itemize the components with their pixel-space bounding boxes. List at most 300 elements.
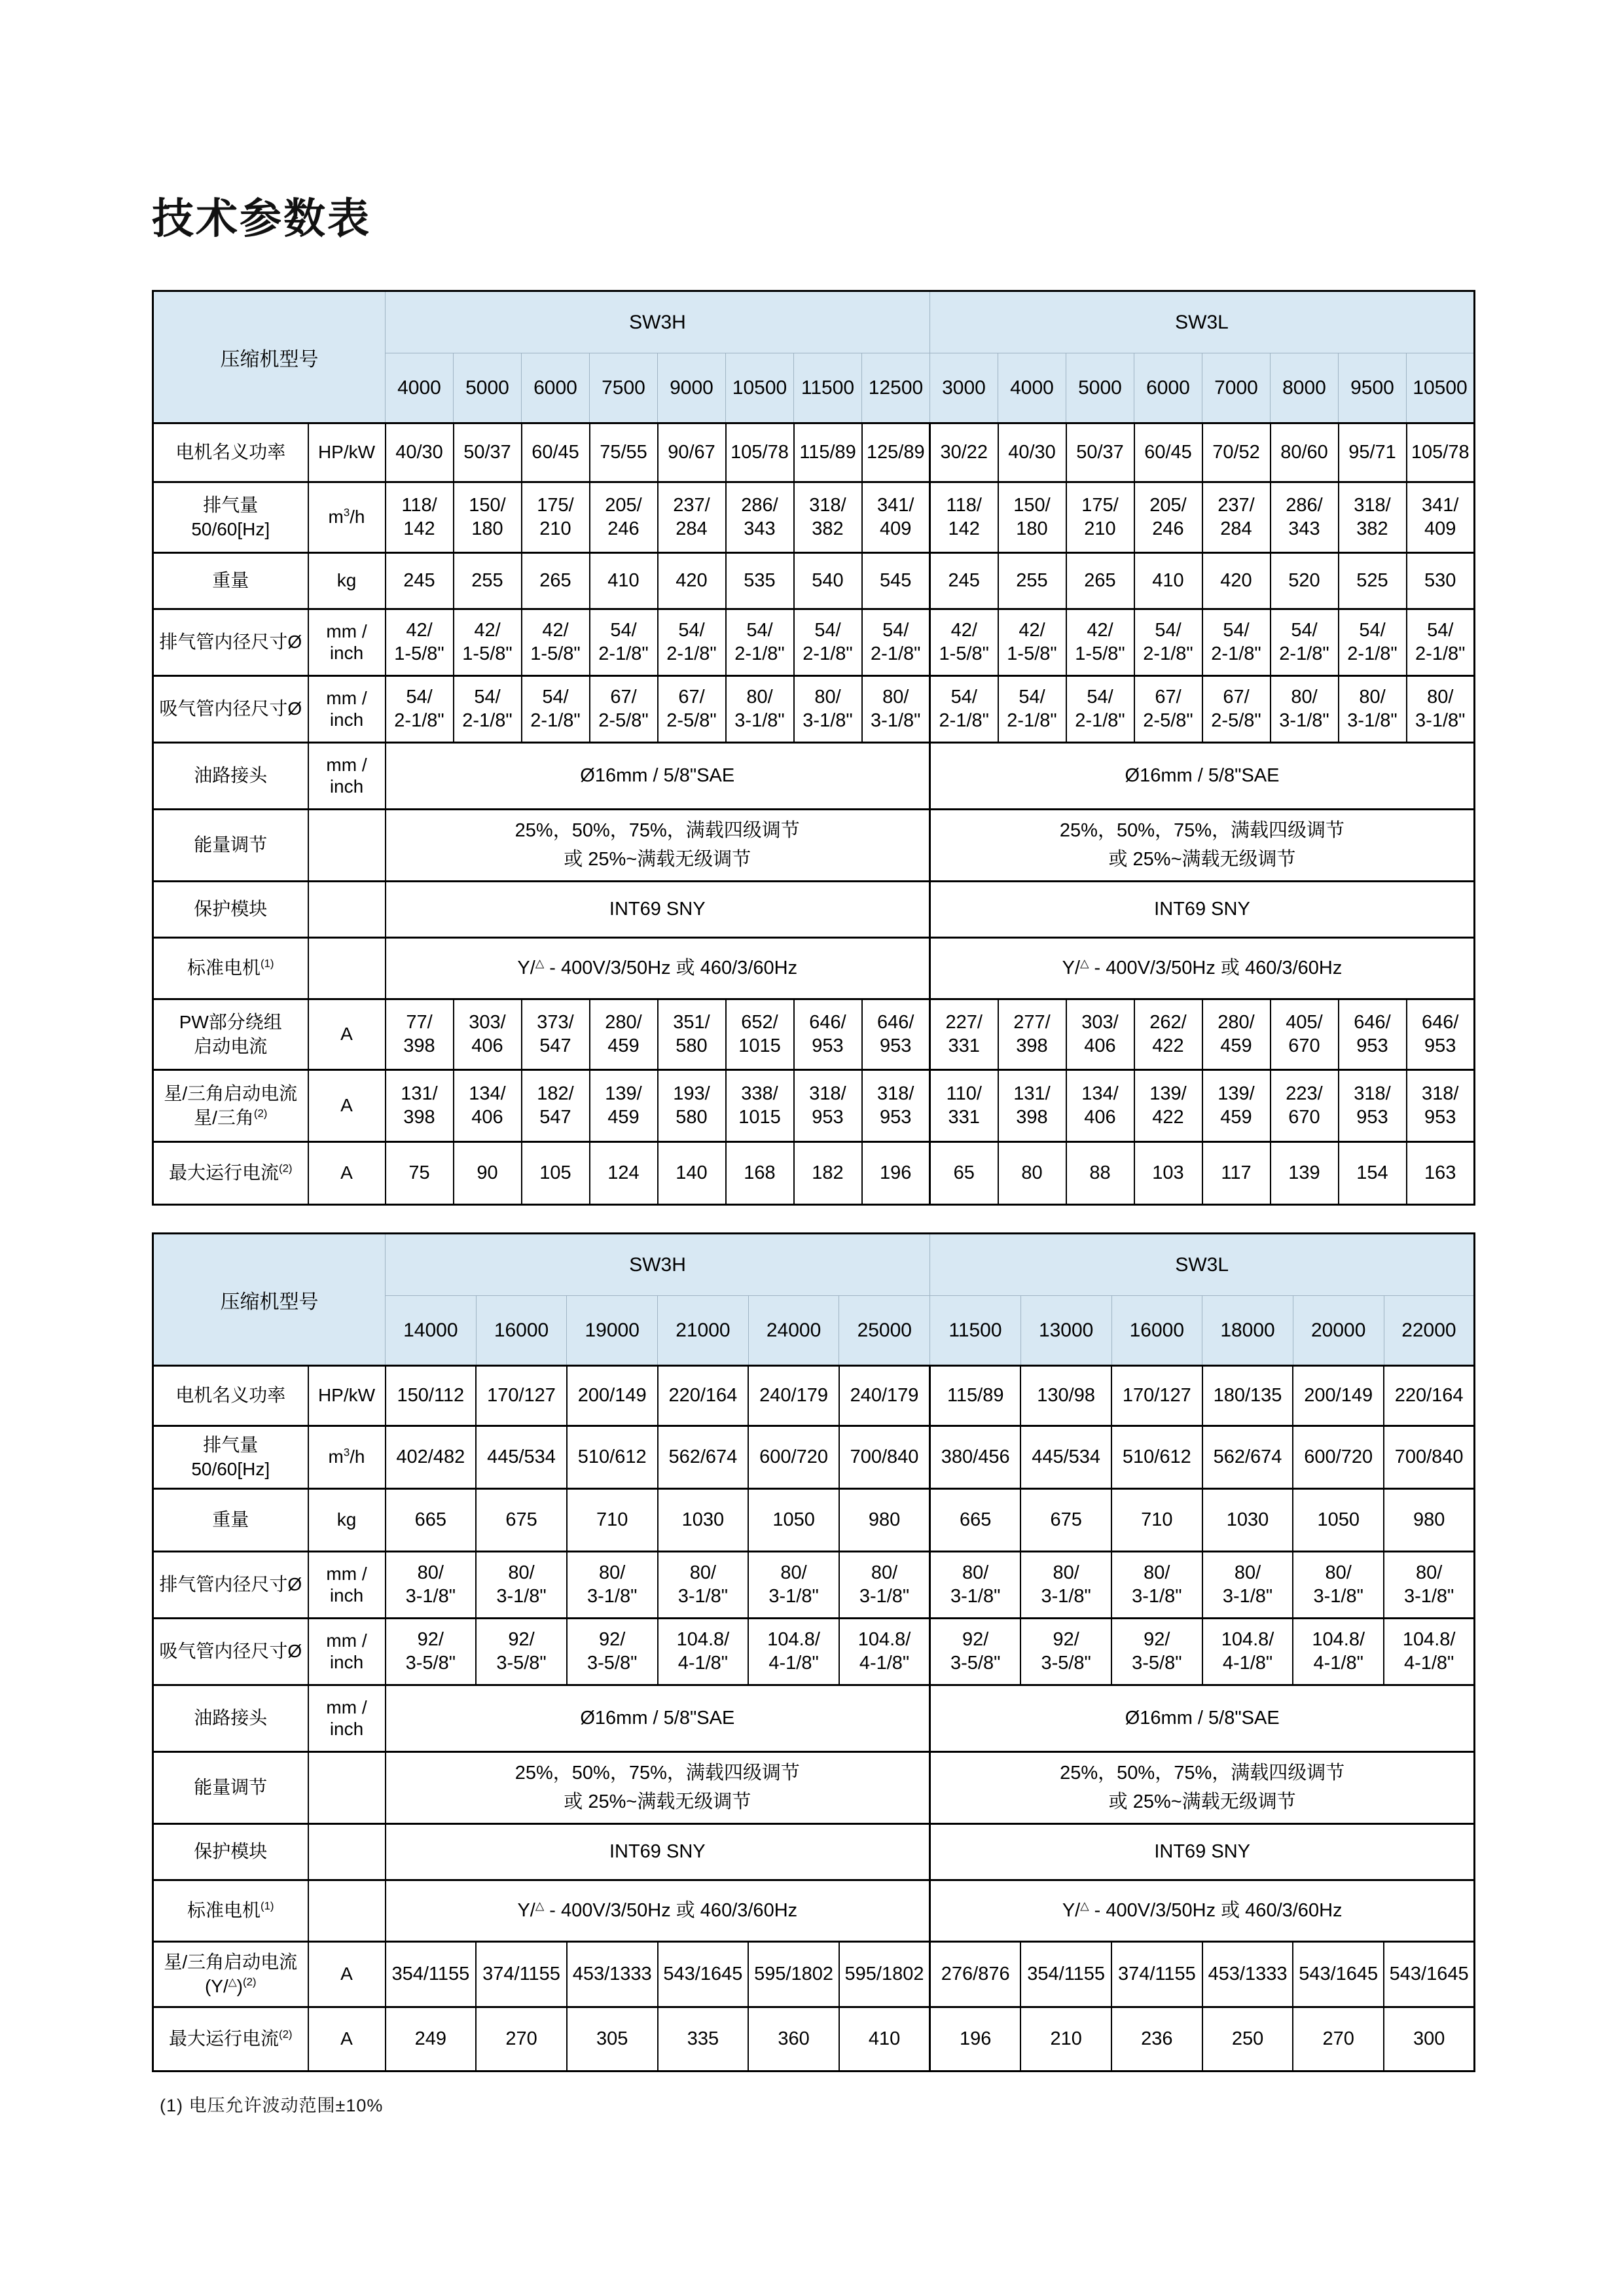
- value-cell: 286/ 343: [726, 482, 794, 553]
- value-cell: 265: [1066, 553, 1134, 609]
- model-number-header: 20000: [1293, 1296, 1384, 1366]
- value-cell: 118/ 142: [930, 482, 998, 553]
- value-cell: 374/1155: [476, 1942, 567, 2007]
- value-cell: 277/ 398: [998, 999, 1066, 1070]
- value-cell: 402/482: [386, 1426, 477, 1489]
- value-cell: 305: [567, 2007, 658, 2072]
- value-cell: 675: [1020, 1489, 1111, 1552]
- value-cell: 193/ 580: [658, 1070, 726, 1142]
- value-cell: 105/78: [726, 423, 794, 482]
- value-cell: 530: [1407, 553, 1475, 609]
- value-cell: 80/ 3-1/8": [1339, 676, 1407, 743]
- row-unit: A: [308, 999, 386, 1070]
- merged-value-cell: Ø16mm / 5/8"SAE: [930, 743, 1475, 810]
- model-number-header: 4000: [998, 353, 1066, 423]
- value-cell: 67/ 2-5/8": [590, 676, 658, 743]
- value-cell: 410: [1134, 553, 1202, 609]
- model-number-header: 10500: [726, 353, 794, 423]
- value-cell: 270: [476, 2007, 567, 2072]
- value-cell: 80/ 3-1/8": [658, 1552, 749, 1619]
- value-cell: 354/1155: [386, 1942, 477, 2007]
- value-cell: 318/ 382: [794, 482, 862, 553]
- value-cell: 262/ 422: [1134, 999, 1202, 1070]
- model-number-header: 6000: [522, 353, 590, 423]
- model-number-header: 11500: [930, 1296, 1021, 1366]
- spec-table-2: [152, 1232, 1475, 2072]
- row-label: 保护模块: [153, 1824, 308, 1880]
- value-cell: 220/164: [1384, 1366, 1475, 1426]
- value-cell: 42/ 1-5/8": [454, 609, 522, 676]
- value-cell: 131/ 398: [386, 1070, 454, 1142]
- row-label: 星/三角启动电流 星/三角$^{(2)}$: [153, 1070, 308, 1142]
- value-cell: 205/ 246: [590, 482, 658, 553]
- value-cell: 220/164: [658, 1366, 749, 1426]
- value-cell: 595/1802: [748, 1942, 839, 2007]
- model-number-header: 14000: [386, 1296, 477, 1366]
- value-cell: 360: [748, 2007, 839, 2072]
- value-cell: 95/71: [1339, 423, 1407, 482]
- model-number-header: 5000: [454, 353, 522, 423]
- model-number-header: 9500: [1339, 353, 1407, 423]
- value-cell: 125/89: [862, 423, 930, 482]
- value-cell: 318/ 953: [794, 1070, 862, 1142]
- value-cell: 139/ 459: [590, 1070, 658, 1142]
- value-cell: 210: [1020, 2007, 1111, 2072]
- value-cell: 150/ 180: [454, 482, 522, 553]
- value-cell: 104.8/ 4-1/8": [1384, 1619, 1475, 1685]
- value-cell: 42/ 1-5/8": [522, 609, 590, 676]
- value-cell: 139: [1271, 1142, 1339, 1205]
- model-number-header: 18000: [1202, 1296, 1293, 1366]
- value-cell: 175/ 210: [1066, 482, 1134, 553]
- value-cell: 249: [386, 2007, 477, 2072]
- page-title: 技术参数表: [152, 195, 371, 242]
- value-cell: 104.8/ 4-1/8": [658, 1619, 749, 1685]
- value-cell: 54/ 2-1/8": [658, 609, 726, 676]
- value-cell: 453/1333: [1202, 1942, 1293, 2007]
- value-cell: 124: [590, 1142, 658, 1205]
- value-cell: 54/ 2-1/8": [590, 609, 658, 676]
- model-number-header: 4000: [386, 353, 454, 423]
- merged-value-cell: Y/△ - 400V/3/50Hz 或 460/3/60Hz: [386, 938, 930, 999]
- merged-value-cell: INT69 SNY: [930, 1824, 1475, 1880]
- value-cell: 276/876: [930, 1942, 1021, 2007]
- value-cell: 50/37: [1066, 423, 1134, 482]
- value-cell: 92/ 3-5/8": [567, 1619, 658, 1685]
- value-cell: 90: [454, 1142, 522, 1205]
- value-cell: 103: [1134, 1142, 1202, 1205]
- row-unit: [308, 938, 386, 999]
- value-cell: 168: [726, 1142, 794, 1205]
- value-cell: 170/127: [476, 1366, 567, 1426]
- value-cell: 80/ 3-1/8": [1020, 1552, 1111, 1619]
- value-cell: 373/ 547: [522, 999, 590, 1070]
- model-number-header: 11500: [794, 353, 862, 423]
- value-cell: 139/ 459: [1202, 1070, 1271, 1142]
- model-number-header: 12500: [862, 353, 930, 423]
- value-cell: 163: [1407, 1142, 1475, 1205]
- value-cell: 420: [1202, 553, 1271, 609]
- row-label: 能量调节: [153, 810, 308, 882]
- value-cell: 303/ 406: [1066, 999, 1134, 1070]
- value-cell: 646/ 953: [794, 999, 862, 1070]
- value-cell: 205/ 246: [1134, 482, 1202, 553]
- value-cell: 104.8/ 4-1/8": [1293, 1619, 1384, 1685]
- row-unit: mm / inch: [308, 1552, 386, 1619]
- row-unit: [308, 1752, 386, 1824]
- value-cell: 227/ 331: [930, 999, 998, 1070]
- merged-value-cell: Ø16mm / 5/8"SAE: [386, 743, 930, 810]
- row-unit: HP/kW: [308, 1366, 386, 1426]
- value-cell: 154: [1339, 1142, 1407, 1205]
- value-cell: 80/ 3-1/8": [839, 1552, 930, 1619]
- value-cell: 80/ 3-1/8": [1293, 1552, 1384, 1619]
- model-number-header: 25000: [839, 1296, 930, 1366]
- value-cell: 255: [998, 553, 1066, 609]
- merged-value-cell: Ø16mm / 5/8"SAE: [386, 1685, 930, 1752]
- value-cell: 510/612: [1111, 1426, 1202, 1489]
- model-number-header: 5000: [1066, 353, 1134, 423]
- model-number-header: 21000: [658, 1296, 749, 1366]
- value-cell: 318/ 953: [1407, 1070, 1475, 1142]
- value-cell: 410: [590, 553, 658, 609]
- value-cell: 40/30: [386, 423, 454, 482]
- row-unit: [308, 1880, 386, 1942]
- value-cell: 286/ 343: [1271, 482, 1339, 553]
- value-cell: 595/1802: [839, 1942, 930, 2007]
- value-cell: 710: [567, 1489, 658, 1552]
- model-number-header: 7500: [590, 353, 658, 423]
- value-cell: 280/ 459: [590, 999, 658, 1070]
- model-number-header: 19000: [567, 1296, 658, 1366]
- value-cell: 543/1645: [1384, 1942, 1475, 2007]
- value-cell: 30/22: [930, 423, 998, 482]
- value-cell: 90/67: [658, 423, 726, 482]
- model-number-header: 3000: [930, 353, 998, 423]
- value-cell: 237/ 284: [658, 482, 726, 553]
- value-cell: 54/ 2-1/8": [1271, 609, 1339, 676]
- value-cell: 646/ 953: [1339, 999, 1407, 1070]
- value-cell: 543/1645: [1293, 1942, 1384, 2007]
- value-cell: 54/ 2-1/8": [386, 676, 454, 743]
- row-unit: mm / inch: [308, 676, 386, 743]
- model-number-header: 13000: [1020, 1296, 1111, 1366]
- value-cell: 80/ 3-1/8": [1271, 676, 1339, 743]
- row-label: 油路接头: [153, 743, 308, 810]
- value-cell: 105/78: [1407, 423, 1475, 482]
- value-cell: 54/ 2-1/8": [998, 676, 1066, 743]
- model-number-header: 16000: [1111, 1296, 1202, 1366]
- value-cell: 665: [930, 1489, 1021, 1552]
- value-cell: 170/127: [1111, 1366, 1202, 1426]
- value-cell: 40/30: [998, 423, 1066, 482]
- row-unit: kg: [308, 1489, 386, 1552]
- merged-value-cell: 25%，50%，75%，满载四级调节 或 25%~满载无级调节: [386, 810, 930, 882]
- value-cell: 354/1155: [1020, 1942, 1111, 2007]
- row-label: 最大运行电流$^{(2)}$: [153, 1142, 308, 1205]
- value-cell: 42/ 1-5/8": [998, 609, 1066, 676]
- model-series-header-sw3h: SW3H: [386, 1234, 930, 1296]
- value-cell: 80/ 3-1/8": [1407, 676, 1475, 743]
- value-cell: 180/135: [1202, 1366, 1293, 1426]
- spec-table-1-grid: [152, 290, 1475, 1206]
- value-cell: 92/ 3-5/8": [476, 1619, 567, 1685]
- value-cell: 600/720: [1293, 1426, 1384, 1489]
- value-cell: 200/149: [1293, 1366, 1384, 1426]
- merged-value-cell: INT69 SNY: [930, 882, 1475, 938]
- value-cell: 67/ 2-5/8": [1202, 676, 1271, 743]
- value-cell: 1050: [1293, 1489, 1384, 1552]
- value-cell: 240/179: [839, 1366, 930, 1426]
- row-label: 吸气管内径尺寸Ø: [153, 676, 308, 743]
- row-label: 排气管内径尺寸Ø: [153, 1552, 308, 1619]
- value-cell: 341/ 409: [862, 482, 930, 553]
- value-cell: 562/674: [1202, 1426, 1293, 1489]
- row-label: 油路接头: [153, 1685, 308, 1752]
- value-cell: 92/ 3-5/8": [930, 1619, 1021, 1685]
- value-cell: 54/ 2-1/8": [930, 676, 998, 743]
- value-cell: 110/ 331: [930, 1070, 998, 1142]
- value-cell: 92/ 3-5/8": [386, 1619, 477, 1685]
- value-cell: 75: [386, 1142, 454, 1205]
- value-cell: 980: [839, 1489, 930, 1552]
- compressor-model-header: 压缩机型号: [153, 1234, 386, 1366]
- value-cell: 65: [930, 1142, 998, 1205]
- row-unit: mm / inch: [308, 1685, 386, 1752]
- value-cell: 237/ 284: [1202, 482, 1271, 553]
- value-cell: 652/ 1015: [726, 999, 794, 1070]
- row-label: 排气量 50/60[Hz]: [153, 1426, 308, 1489]
- value-cell: 80: [998, 1142, 1066, 1205]
- value-cell: 335: [658, 2007, 749, 2072]
- value-cell: 1050: [748, 1489, 839, 1552]
- value-cell: 80/ 3-1/8": [1111, 1552, 1202, 1619]
- value-cell: 245: [386, 553, 454, 609]
- value-cell: 104.8/ 4-1/8": [748, 1619, 839, 1685]
- row-unit: [308, 1824, 386, 1880]
- value-cell: 520: [1271, 553, 1339, 609]
- row-unit: mm / inch: [308, 1619, 386, 1685]
- value-cell: 77/ 398: [386, 999, 454, 1070]
- value-cell: 80/ 3-1/8": [862, 676, 930, 743]
- value-cell: 445/534: [476, 1426, 567, 1489]
- value-cell: 270: [1293, 2007, 1384, 2072]
- row-unit: A: [308, 2007, 386, 2072]
- row-unit: A: [308, 1942, 386, 2007]
- value-cell: 54/ 2-1/8": [454, 676, 522, 743]
- model-number-header: 24000: [748, 1296, 839, 1366]
- value-cell: 303/ 406: [454, 999, 522, 1070]
- value-cell: 92/ 3-5/8": [1020, 1619, 1111, 1685]
- value-cell: 280/ 459: [1202, 999, 1271, 1070]
- value-cell: 80/ 3-1/8": [794, 676, 862, 743]
- value-cell: 134/ 406: [1066, 1070, 1134, 1142]
- row-label: 保护模块: [153, 882, 308, 938]
- row-unit: [308, 810, 386, 882]
- value-cell: 80/ 3-1/8": [386, 1552, 477, 1619]
- value-cell: 410: [839, 2007, 930, 2072]
- value-cell: 54/ 2-1/8": [1202, 609, 1271, 676]
- value-cell: 405/ 670: [1271, 999, 1339, 1070]
- value-cell: 665: [386, 1489, 477, 1552]
- value-cell: 92/ 3-5/8": [1111, 1619, 1202, 1685]
- value-cell: 75/55: [590, 423, 658, 482]
- value-cell: 223/ 670: [1271, 1070, 1339, 1142]
- value-cell: 510/612: [567, 1426, 658, 1489]
- model-number-header: 22000: [1384, 1296, 1475, 1366]
- value-cell: 196: [930, 2007, 1021, 2072]
- row-unit: HP/kW: [308, 423, 386, 482]
- row-unit: $m^3/h$: [308, 1426, 386, 1489]
- value-cell: 980: [1384, 1489, 1475, 1552]
- value-cell: 182: [794, 1142, 862, 1205]
- row-label: 标准电机$^{(1)}$: [153, 1880, 308, 1942]
- row-label: 排气量 50/60[Hz]: [153, 482, 308, 553]
- merged-value-cell: INT69 SNY: [386, 1824, 930, 1880]
- value-cell: 374/1155: [1111, 1942, 1202, 2007]
- merged-value-cell: 25%，50%，75%，满载四级调节 或 25%~满载无级调节: [930, 1752, 1475, 1824]
- row-label: 排气管内径尺寸Ø: [153, 609, 308, 676]
- value-cell: 420: [658, 553, 726, 609]
- merged-value-cell: 25%，50%，75%，满载四级调节 或 25%~满载无级调节: [930, 810, 1475, 882]
- value-cell: 600/720: [748, 1426, 839, 1489]
- merged-value-cell: 25%，50%，75%，满载四级调节 或 25%~满载无级调节: [386, 1752, 930, 1824]
- value-cell: 131/ 398: [998, 1070, 1066, 1142]
- value-cell: 245: [930, 553, 998, 609]
- value-cell: 54/ 2-1/8": [726, 609, 794, 676]
- value-cell: 140: [658, 1142, 726, 1205]
- row-unit: kg: [308, 553, 386, 609]
- value-cell: 118/ 142: [386, 482, 454, 553]
- model-number-header: 8000: [1271, 353, 1339, 423]
- value-cell: 646/ 953: [862, 999, 930, 1070]
- value-cell: 453/1333: [567, 1942, 658, 2007]
- value-cell: 675: [476, 1489, 567, 1552]
- value-cell: 80/ 3-1/8": [567, 1552, 658, 1619]
- value-cell: 265: [522, 553, 590, 609]
- value-cell: 525: [1339, 553, 1407, 609]
- value-cell: 196: [862, 1142, 930, 1205]
- model-number-header: 6000: [1134, 353, 1202, 423]
- value-cell: 67/ 2-5/8": [1134, 676, 1202, 743]
- model-series-header-sw3l: SW3L: [930, 1234, 1475, 1296]
- spec-table-1: [152, 290, 1475, 1206]
- merged-value-cell: Y/△ - 400V/3/50Hz 或 460/3/60Hz: [930, 938, 1475, 999]
- value-cell: 54/ 2-1/8": [1066, 676, 1134, 743]
- value-cell: 175/ 210: [522, 482, 590, 553]
- value-cell: 562/674: [658, 1426, 749, 1489]
- value-cell: 88: [1066, 1142, 1134, 1205]
- compressor-model-header: 压缩机型号: [153, 291, 386, 423]
- row-unit: $m^3/h$: [308, 482, 386, 553]
- value-cell: 540: [794, 553, 862, 609]
- value-cell: 700/840: [1384, 1426, 1475, 1489]
- value-cell: 250: [1202, 2007, 1293, 2072]
- value-cell: 60/45: [522, 423, 590, 482]
- value-cell: 105: [522, 1142, 590, 1205]
- value-cell: 80/ 3-1/8": [726, 676, 794, 743]
- value-cell: 115/89: [794, 423, 862, 482]
- value-cell: 80/ 3-1/8": [748, 1552, 839, 1619]
- row-label: 星/三角启动电流 $(Y/^\triangle)^{(2)}$: [153, 1942, 308, 2007]
- value-cell: 104.8/ 4-1/8": [839, 1619, 930, 1685]
- value-cell: 710: [1111, 1489, 1202, 1552]
- value-cell: 1030: [1202, 1489, 1293, 1552]
- row-label: PW部分绕组 启动电流: [153, 999, 308, 1070]
- footnote: (1) 电压允许波动范围±10%: [160, 2096, 384, 2115]
- value-cell: 545: [862, 553, 930, 609]
- value-cell: 236: [1111, 2007, 1202, 2072]
- value-cell: 318/ 953: [1339, 1070, 1407, 1142]
- value-cell: 67/ 2-5/8": [658, 676, 726, 743]
- row-unit: A: [308, 1070, 386, 1142]
- value-cell: 80/60: [1271, 423, 1339, 482]
- value-cell: 240/179: [748, 1366, 839, 1426]
- value-cell: 543/1645: [658, 1942, 749, 2007]
- value-cell: 200/149: [567, 1366, 658, 1426]
- value-cell: 182/ 547: [522, 1070, 590, 1142]
- model-number-header: 16000: [476, 1296, 567, 1366]
- value-cell: 134/ 406: [454, 1070, 522, 1142]
- value-cell: 54/ 2-1/8": [1407, 609, 1475, 676]
- value-cell: 130/98: [1020, 1366, 1111, 1426]
- value-cell: 380/456: [930, 1426, 1021, 1489]
- value-cell: 318/ 382: [1339, 482, 1407, 553]
- value-cell: 104.8/ 4-1/8": [1202, 1619, 1293, 1685]
- value-cell: 54/ 2-1/8": [1339, 609, 1407, 676]
- spec-table-2-grid: [152, 1232, 1475, 2072]
- merged-value-cell: Ø16mm / 5/8"SAE: [930, 1685, 1475, 1752]
- value-cell: 80/ 3-1/8": [476, 1552, 567, 1619]
- model-number-header: 9000: [658, 353, 726, 423]
- value-cell: 338/ 1015: [726, 1070, 794, 1142]
- value-cell: 42/ 1-5/8": [386, 609, 454, 676]
- value-cell: 150/ 180: [998, 482, 1066, 553]
- value-cell: 1030: [658, 1489, 749, 1552]
- row-unit: mm / inch: [308, 609, 386, 676]
- value-cell: 535: [726, 553, 794, 609]
- merged-value-cell: INT69 SNY: [386, 882, 930, 938]
- value-cell: 318/ 953: [862, 1070, 930, 1142]
- value-cell: 646/ 953: [1407, 999, 1475, 1070]
- value-cell: 80/ 3-1/8": [1384, 1552, 1475, 1619]
- row-unit: A: [308, 1142, 386, 1205]
- row-label: 标准电机$^{(1)}$: [153, 938, 308, 999]
- value-cell: 351/ 580: [658, 999, 726, 1070]
- value-cell: 115/89: [930, 1366, 1021, 1426]
- value-cell: 117: [1202, 1142, 1271, 1205]
- value-cell: 150/112: [386, 1366, 477, 1426]
- row-unit: mm / inch: [308, 743, 386, 810]
- row-label: 能量调节: [153, 1752, 308, 1824]
- value-cell: 42/ 1-5/8": [1066, 609, 1134, 676]
- value-cell: 54/ 2-1/8": [522, 676, 590, 743]
- value-cell: 50/37: [454, 423, 522, 482]
- value-cell: 54/ 2-1/8": [862, 609, 930, 676]
- row-label: 电机名义功率: [153, 1366, 308, 1426]
- value-cell: 80/ 3-1/8": [930, 1552, 1021, 1619]
- value-cell: 255: [454, 553, 522, 609]
- merged-value-cell: Y/△ - 400V/3/50Hz 或 460/3/60Hz: [930, 1880, 1475, 1942]
- model-number-header: 7000: [1202, 353, 1271, 423]
- row-label: 吸气管内径尺寸Ø: [153, 1619, 308, 1685]
- value-cell: 700/840: [839, 1426, 930, 1489]
- merged-value-cell: Y/△ - 400V/3/50Hz 或 460/3/60Hz: [386, 1880, 930, 1942]
- value-cell: 300: [1384, 2007, 1475, 2072]
- row-label: 电机名义功率: [153, 423, 308, 482]
- row-label: 重量: [153, 553, 308, 609]
- model-series-header-sw3h: SW3H: [386, 291, 930, 353]
